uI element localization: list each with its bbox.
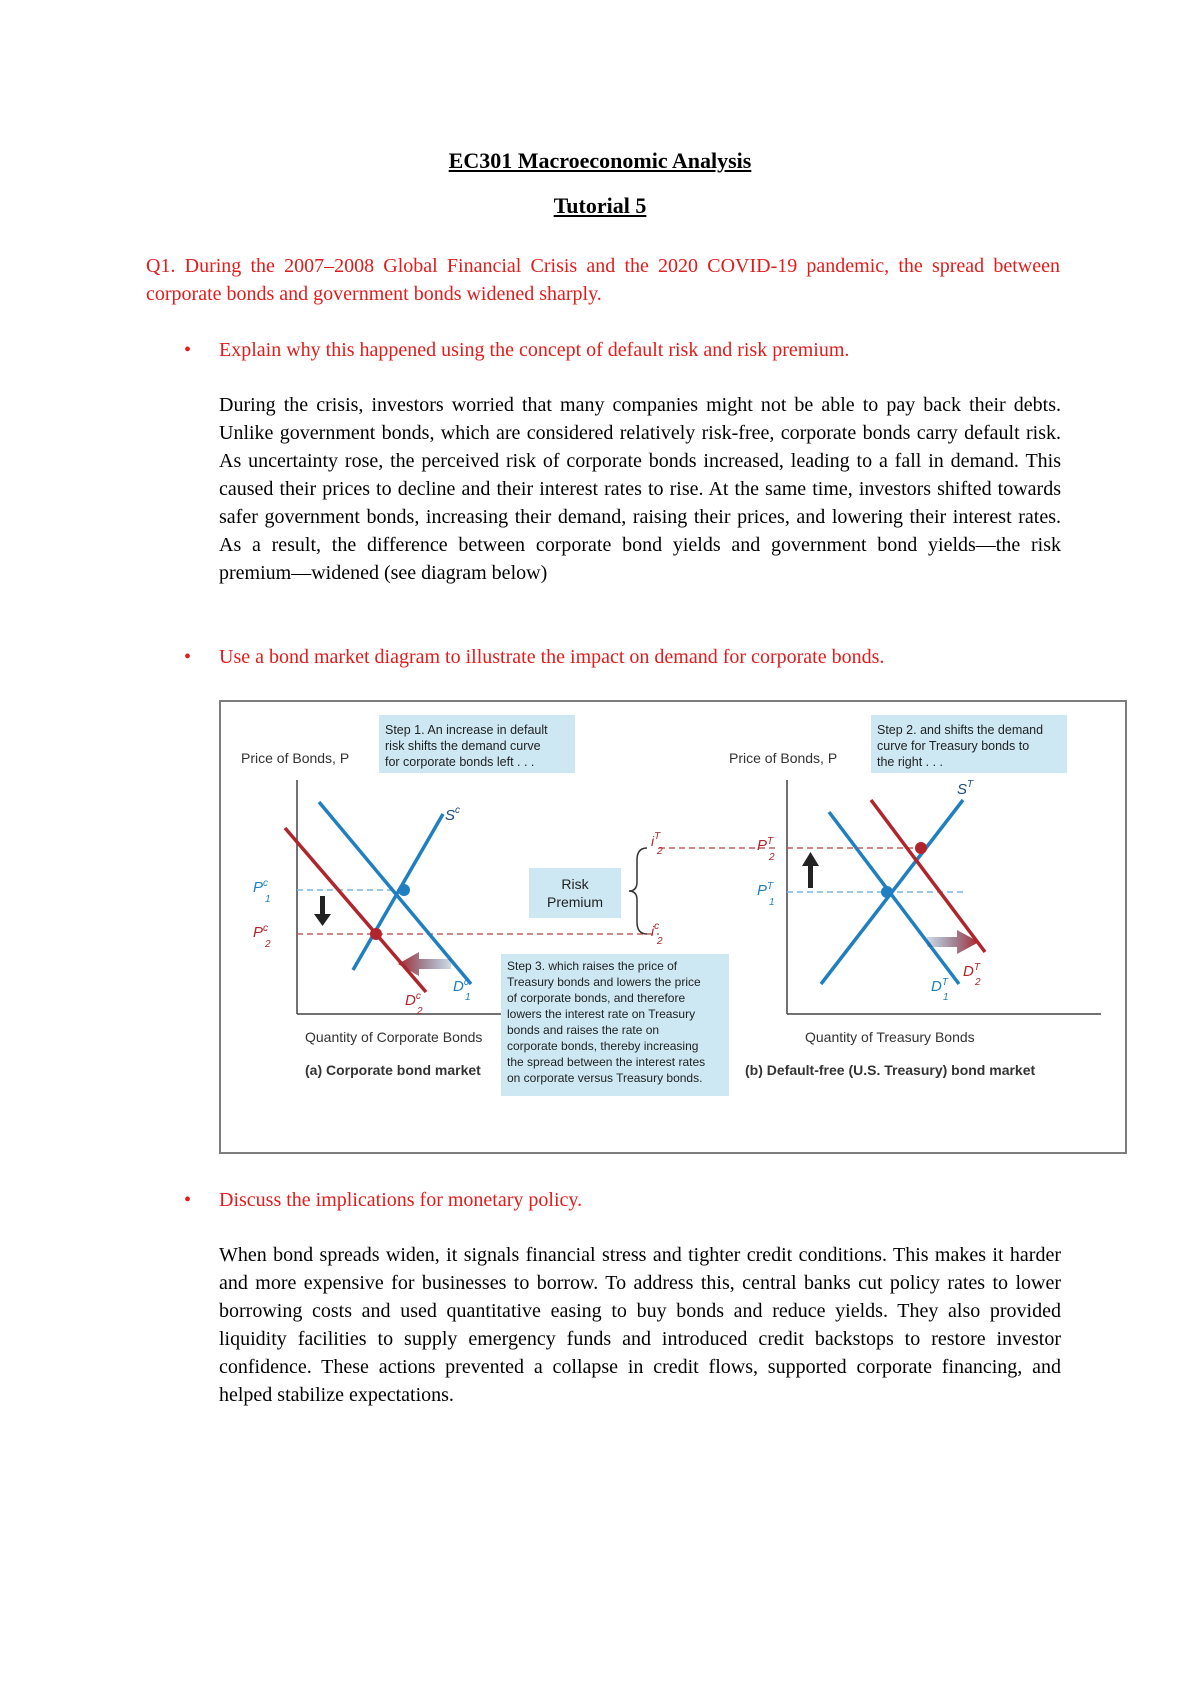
step1-line-2: risk shifts the demand curve bbox=[385, 739, 541, 753]
bond-market-diagram bbox=[219, 700, 1127, 1154]
step2-line-1: Step 2. and shifts the demand bbox=[877, 723, 1044, 737]
left-x-axis-label: Quantity of Corporate Bonds bbox=[305, 1029, 483, 1045]
i2T-label: $i^T$ bbox=[651, 831, 661, 849]
step2-line-2: curve for Treasury bonds to bbox=[877, 739, 1030, 753]
step2-line-3: the right . . . bbox=[877, 755, 944, 769]
step1-line-1: Step 1. An increase in default bbox=[385, 723, 548, 737]
i2T-subscript: 2 bbox=[657, 846, 663, 857]
left-y-axis-label: Price of Bonds, P bbox=[241, 750, 350, 766]
step3-line-2: Treasury bonds and lowers the price bbox=[507, 975, 701, 989]
svg-text:Step 1. An increase in default bbox=[385, 723, 551, 769]
right-p1-subscript: 1 bbox=[769, 897, 775, 908]
treasury-d1-label: $D^T$ bbox=[931, 977, 948, 995]
treasury-d2-subscript: 2 bbox=[975, 977, 981, 988]
left-p1-label: $P^c$ bbox=[253, 878, 269, 896]
corporate-equilibrium-1 bbox=[398, 884, 410, 896]
step3-line-6: corporate bonds, thereby increasing bbox=[507, 1039, 699, 1053]
risk-premium-brace bbox=[629, 848, 647, 934]
corporate-d1-label: $D^c$ bbox=[453, 977, 469, 995]
bullet-marker-3: • bbox=[184, 1189, 192, 1211]
step3-line-7: the spread between the interest rates bbox=[507, 1055, 706, 1069]
bullet-prompt-2: Use a bond market diagram to illustrate the impact on demand for corporate bonds. bbox=[219, 646, 885, 668]
right-p2-subscript: 2 bbox=[769, 852, 775, 863]
risk-premium-line-2: Premium bbox=[546, 894, 604, 910]
document-title: EC301 Macroeconomic Analysis bbox=[448, 148, 752, 173]
corporate-equilibrium-2 bbox=[370, 928, 382, 940]
left-p1-subscript: 1 bbox=[265, 894, 271, 905]
i2c-subscript: 2 bbox=[657, 936, 663, 947]
step3-line-1: Step 3. which raises the price of bbox=[507, 959, 678, 973]
bullet-marker-2: • bbox=[184, 646, 192, 668]
left-p2-label: $P^c$ bbox=[253, 923, 269, 941]
bullet-prompt-3: Discuss the implications for monetary policy. bbox=[219, 1189, 583, 1211]
right-y-axis-label: Price of Bonds, P bbox=[729, 750, 838, 766]
answer-paragraph-3: When bond spreads widen, it signals financial stress and tighter credit conditions. This makes it harder and more expensive for businesses to borrow. To address this, central banks cut policy rates to lower borrowing costs and used quantitative easing to buy bonds and reduce yields. They also provided liquidity facilities to supply emergency funds and introduced credit backstops to restore investor confidence. These actions prevented a collapse in credit flows, supported corporate financing, and helped stabilize expectations. bbox=[219, 1244, 1061, 1406]
left-down-arrow bbox=[314, 896, 331, 926]
bullet-marker-1: • bbox=[184, 339, 192, 361]
answer-paragraph-1: During the crisis, investors worried that many companies might not be able to pay back their debts. Unlike government bonds, which are considered relatively risk-free, corporate bonds carry default risk. As uncertainty rose, the perceived risk of corporate bonds increased, leading to a fall in demand. This caused their prices to decline and their interest rates to rise. At the same time, investors shifted towards safer government bonds, increasing their demand, raising their prices, and lowering their interest rates. As a result, the difference between corporate bond yields and government bond yields—the risk premium—widened (see diagram below) bbox=[219, 394, 1061, 584]
document-subtitle: Tutorial 5 bbox=[553, 193, 647, 218]
left-p2-subscript: 2 bbox=[265, 939, 271, 950]
treasury-equilibrium-2 bbox=[915, 842, 927, 854]
right-p1-label: $P^T$ bbox=[757, 881, 774, 899]
question-text: Q1. During the 2007–2008 Global Financial Crisis and the 2020 COVID-19 pandemic, the spread between corporate bonds and government bonds widened sharply. bbox=[146, 255, 1060, 305]
risk-premium-line-1: Risk bbox=[561, 876, 589, 892]
left-shift-arrow bbox=[398, 952, 451, 976]
step3-line-8: on corporate versus Treasury bonds. bbox=[507, 1071, 703, 1085]
corporate-d2-label: $D^c$ bbox=[405, 991, 421, 1009]
right-p2-label: $P^T$ bbox=[757, 836, 774, 854]
treasury-demand-curve-d1 bbox=[829, 812, 959, 984]
treasury-supply-label: $S^T$ bbox=[957, 779, 974, 798]
right-x-axis-label: Quantity of Treasury Bonds bbox=[805, 1029, 975, 1045]
treasury-equilibrium-1 bbox=[881, 886, 893, 898]
step3-line-5: bonds and raises the rate on bbox=[507, 1023, 660, 1037]
treasury-demand-curve-d2 bbox=[871, 800, 985, 952]
step3-line-3: of corporate bonds, and therefore bbox=[507, 991, 686, 1005]
right-up-arrow bbox=[802, 852, 819, 888]
treasury-d1-subscript: 1 bbox=[943, 992, 949, 1003]
corporate-d1-subscript: 1 bbox=[465, 992, 471, 1003]
i2c-label: $i^c$ bbox=[651, 921, 660, 939]
step3-line-4: lowers the interest rate on Treasury bbox=[507, 1007, 696, 1021]
step1-line-3: for corporate bonds left . . . bbox=[385, 755, 535, 769]
bullet-prompt-1: Explain why this happened using the concept of default risk and risk premium. bbox=[219, 339, 850, 361]
right-panel-caption: (b) Default-free (U.S. Treasury) bond market bbox=[745, 1062, 1036, 1078]
corporate-supply-curve bbox=[353, 814, 443, 970]
treasury-d2-label: $D^T$ bbox=[963, 962, 980, 980]
corporate-supply-label: $S^c$ bbox=[445, 805, 461, 824]
corporate-d2-subscript: 2 bbox=[417, 1006, 423, 1017]
left-panel-caption: (a) Corporate bond market bbox=[305, 1062, 481, 1078]
